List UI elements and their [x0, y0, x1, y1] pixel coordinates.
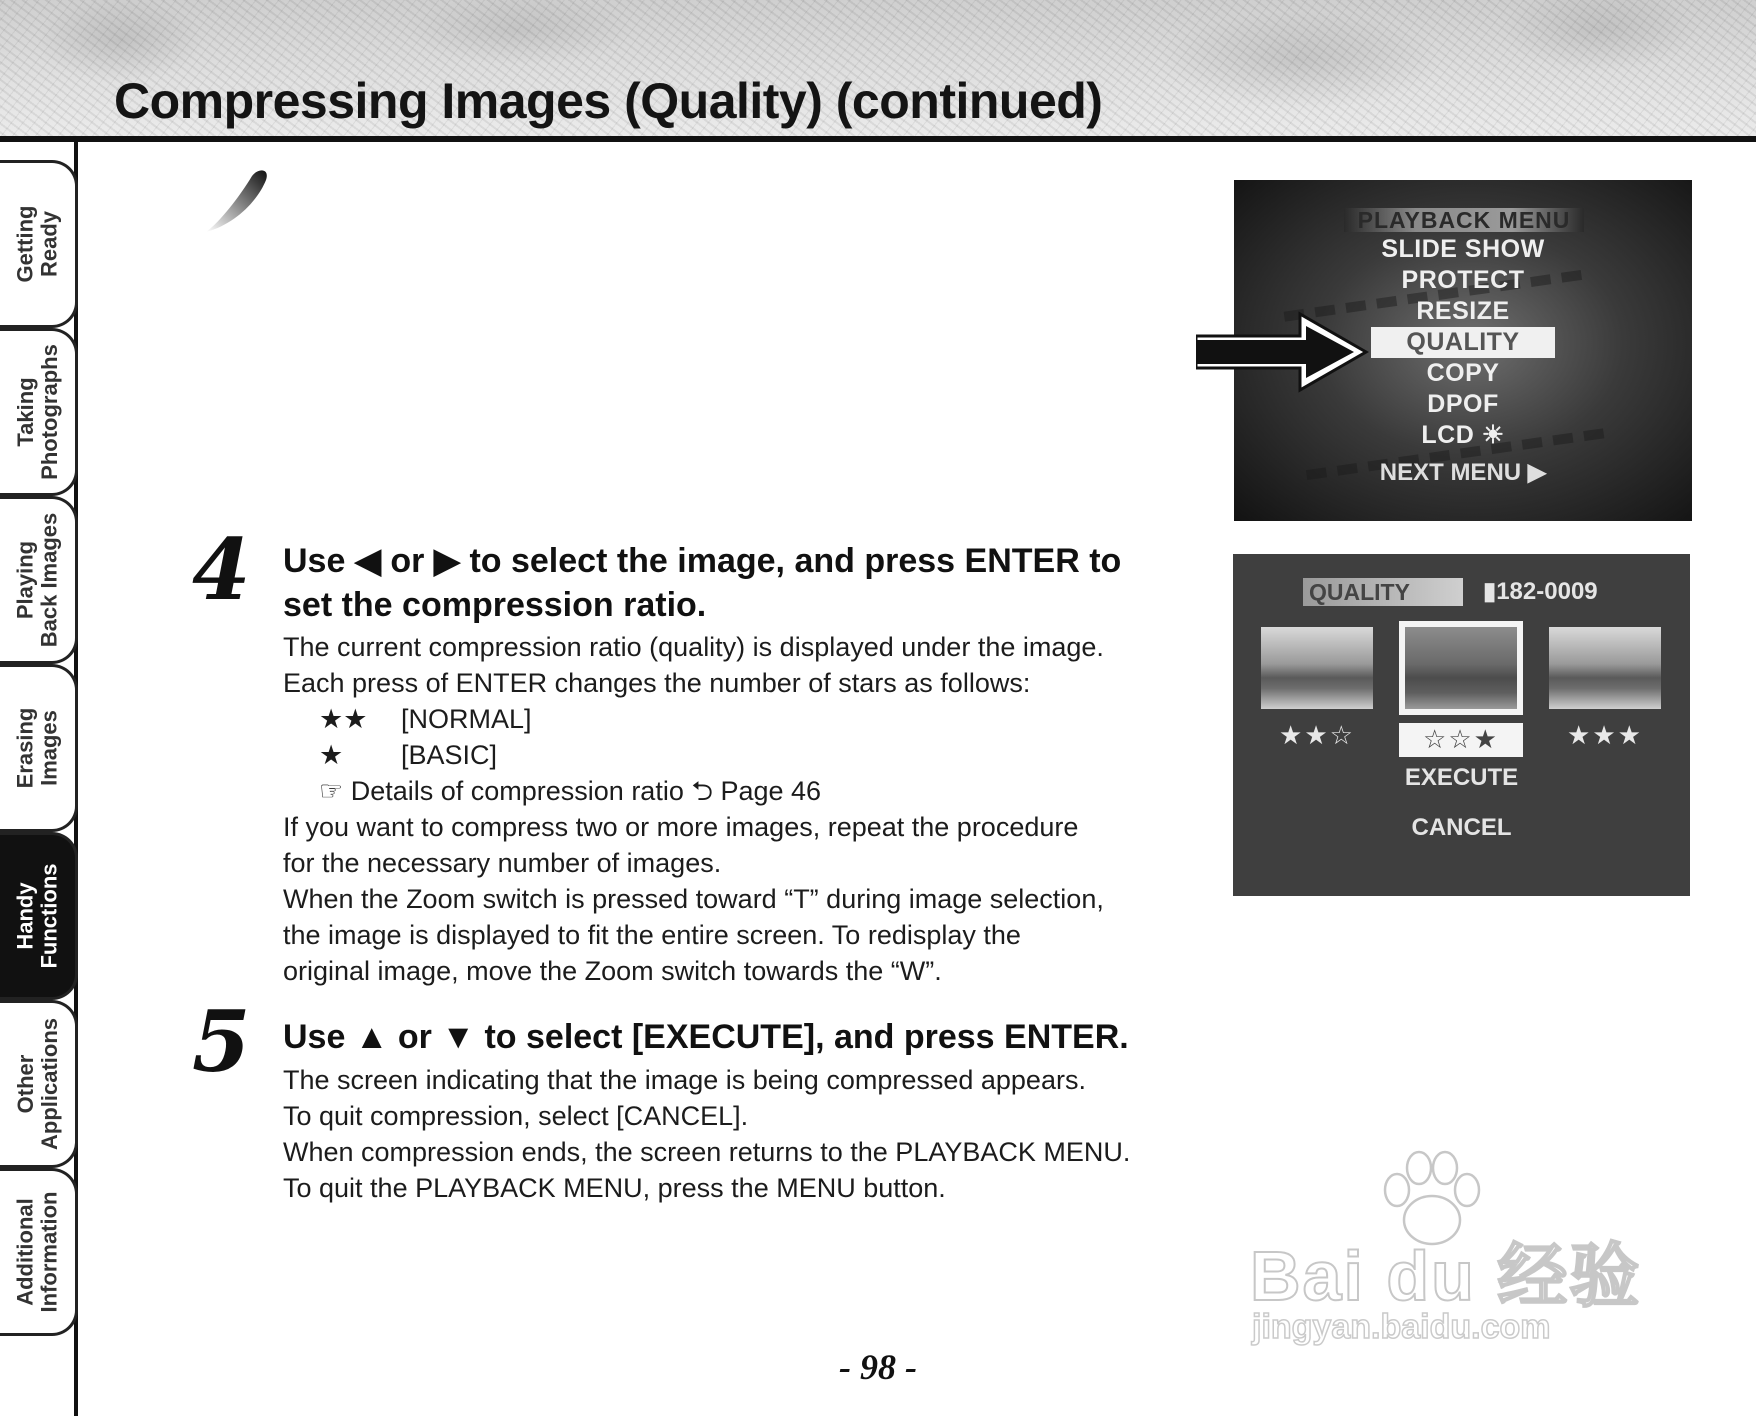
quality-title: QUALITY — [1303, 578, 1463, 606]
step-heading-line: set the compression ratio. — [283, 586, 707, 624]
quality-label: [BASIC] — [401, 740, 498, 770]
quality-screenshot — [1233, 554, 1690, 896]
menu-next: NEXT MENU ▶ — [1379, 459, 1547, 486]
body-text: Each press of ENTER changes the number of stars as follows: — [283, 668, 1031, 698]
menu-item-lcd: LCD ☀ — [1421, 421, 1505, 449]
body-text: If you want to compress two or more images, repeat the procedure — [283, 812, 1079, 842]
quality-header — [1303, 578, 1671, 606]
thumbnail — [1549, 627, 1661, 750]
step-heading: Use ▲ or ▼ to select [EXECUTE], and press ENTER. — [283, 1018, 1129, 1056]
step-body — [283, 1062, 1130, 1206]
step-body — [283, 629, 1104, 989]
step-number: 4 — [192, 520, 251, 619]
tab-other-applications[interactable] — [0, 1000, 78, 1168]
tab-label: Playing Back Images — [12, 512, 62, 648]
body-text: To quit the PLAYBACK MENU, press the MENU button. — [283, 1173, 946, 1203]
tab-additional-information[interactable] — [0, 1168, 78, 1336]
watermark-brand: Bai du 经验 — [1250, 1237, 1642, 1315]
tab-getting-ready[interactable] — [0, 160, 78, 328]
body-text: When the Zoom switch is pressed toward “T” during image selection, — [283, 884, 1104, 914]
tab-handy-functions[interactable] — [0, 832, 78, 1000]
step-number: 5 — [192, 992, 251, 1091]
menu-item-quality: QUALITY — [1371, 327, 1555, 358]
tab-label: Additional Information — [12, 1191, 62, 1313]
menu-item-dpof: DPOF — [1427, 390, 1499, 418]
quality-label: [NORMAL] — [401, 704, 532, 734]
menu-item-protect: PROTECT — [1401, 266, 1525, 294]
tab-label: Other Applications — [12, 1017, 62, 1151]
menu-item-copy: COPY — [1426, 359, 1500, 387]
star-icons: ★ — [319, 740, 344, 770]
page-number: - 98 - — [839, 1347, 917, 1387]
step-heading — [283, 539, 1121, 627]
page-header — [0, 0, 1756, 142]
body-text: for the necessary number of images. — [283, 848, 722, 878]
thumbnail — [1261, 627, 1373, 750]
watermark-url: jingyan.baidu.com — [1252, 1308, 1551, 1346]
step-swoosh-icon — [200, 166, 272, 236]
file-number: ▮182-0009 — [1483, 578, 1598, 605]
thumbnail-image — [1261, 627, 1373, 709]
star-row — [283, 701, 1104, 737]
option-execute: EXECUTE — [1404, 764, 1519, 791]
menu-title: PLAYBACK MENU — [1344, 208, 1584, 232]
step-heading-line: Use ◀ or ▶ to select the image, and press ENTER to — [283, 542, 1122, 580]
tab-label: Handy Functions — [12, 863, 62, 969]
menu-item-resize: RESIZE — [1416, 297, 1510, 325]
tab-label: Getting Ready — [12, 205, 62, 283]
option-cancel: CANCEL — [1411, 814, 1512, 841]
pointer-arrow-icon — [1196, 310, 1372, 394]
tab-label: Taking Photographs — [12, 344, 62, 480]
title-rule — [0, 136, 1756, 142]
tab-playing-back-images[interactable] — [0, 496, 78, 664]
tab-taking-photographs[interactable] — [0, 328, 78, 496]
body-text: original image, move the Zoom switch towards the “W”. — [283, 956, 942, 986]
star-row — [283, 737, 1104, 773]
thumbnail-selected — [1399, 621, 1523, 754]
body-text: The current compression ratio (quality) is displayed under the image. — [283, 632, 1104, 662]
body-text: To quit compression, select [CANCEL]. — [283, 1101, 749, 1131]
body-text: The screen indicating that the image is being compressed appears. — [283, 1065, 1086, 1095]
thumbnail-image — [1405, 627, 1517, 709]
thumbnail-stars: ★★☆ — [1279, 720, 1355, 750]
thumbnail-stars: ★★★ — [1567, 720, 1643, 750]
body-text: the image is displayed to fit the entire screen. To redisplay the — [283, 920, 1021, 950]
page-title: Compressing Images (Quality) (continued) — [114, 73, 1103, 129]
baidu-watermark — [1240, 1150, 1660, 1350]
reference-link: ☞ Details of compression ratio ⮌ Page 46 — [319, 776, 822, 806]
thumbnail-image — [1549, 627, 1661, 709]
body-text: When compression ends, the screen returns to the PLAYBACK MENU. — [283, 1137, 1131, 1167]
thumbnail-stars: ☆☆★ — [1399, 723, 1523, 757]
star-icons: ★★ — [319, 704, 368, 734]
menu-item-slide-show: SLIDE SHOW — [1381, 235, 1545, 263]
tab-erasing-images[interactable] — [0, 664, 78, 832]
tab-label: Erasing Images — [12, 707, 62, 789]
